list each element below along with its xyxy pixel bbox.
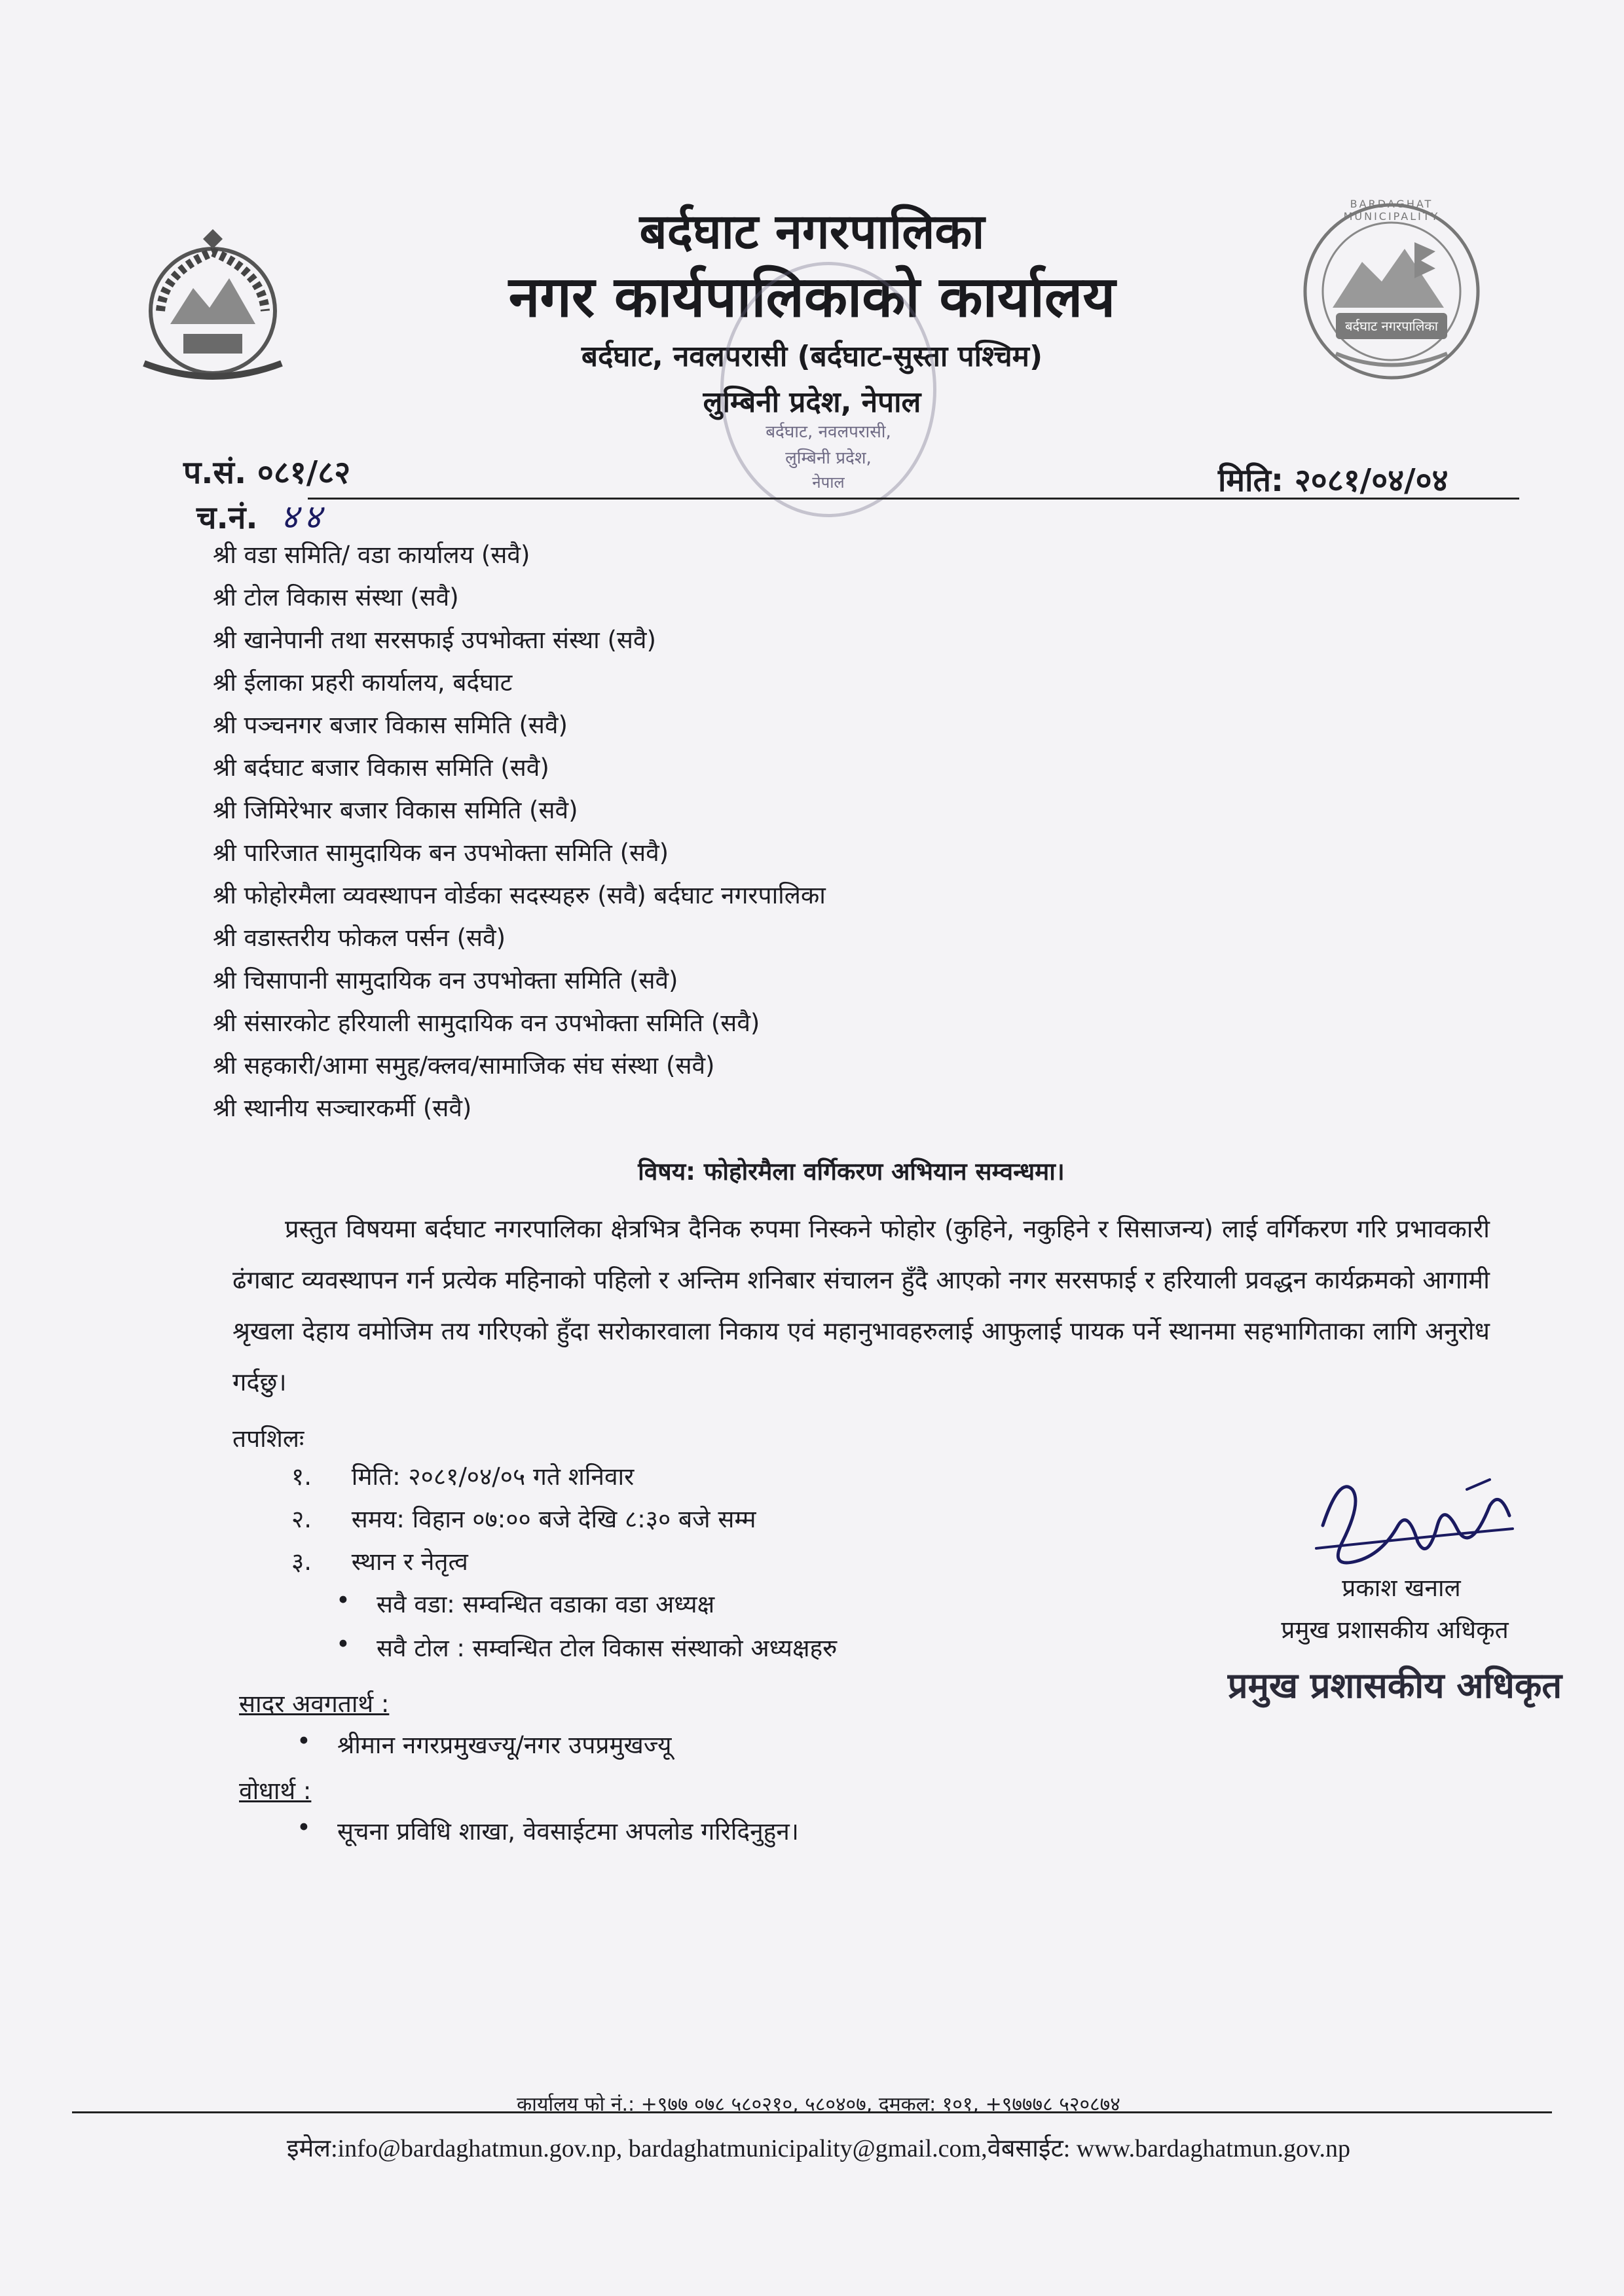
signatory-name: प्रकाश खनाल — [1342, 1574, 1461, 1602]
municipality-logo-ring-text: BARDAGHAT MUNICIPALITY — [1343, 198, 1440, 223]
municipality-logo-banner-text: बर्दघाट नगरपालिका — [1345, 318, 1438, 334]
reference-number: प.सं. ०८१/८२ — [183, 454, 351, 491]
info-item: • सूचना प्रविधि शाखा, वेवसाईटमा अपलोड गरिदिनुहुन। — [337, 1813, 799, 1847]
recipient-item: श्री खानेपानी तथा सरसफाई उपभोक्ता संस्था (सवै) — [213, 626, 656, 654]
office-name: नगर कार्यपालिकाको कार्यालय — [508, 264, 1116, 330]
schedule-sub-item: • सवै टोल : सम्वन्धित टोल विकास संस्थाको अध्यक्षहरु — [377, 1630, 837, 1664]
schedule-item-text: स्थान र नेतृत्व — [351, 1548, 468, 1576]
recipient-item: श्री चिसापानी सामुदायिक वन उपभोक्ता समिति (सवै) — [213, 966, 678, 994]
recipient-item: श्री ईलाका प्रहरी कार्यालय, बर्दघाट — [213, 668, 513, 697]
recipient-item: श्री सहकारी/आमा समुह/क्लव/सामाजिक संघ संस्था (सवै) — [213, 1051, 715, 1080]
cc-item: • श्रीमान नगरप्रमुखज्यू/नगर उपप्रमुखज्यू — [337, 1727, 671, 1760]
signatory-stamp: प्रमुख प्रशासकीय अधिकृत — [1227, 1665, 1562, 1706]
letter-subject: विषय: फोहोरमैला वर्गिकरण अभियान सम्वन्धमा। — [638, 1157, 1065, 1186]
office-stamp — [720, 262, 936, 517]
cc-heading: सादर अवगतार्थ : — [239, 1690, 390, 1718]
nepal-emblem-logo — [124, 226, 301, 390]
schedule-item-number: १. — [291, 1463, 312, 1491]
schedule-item — [291, 1459, 634, 1492]
letter-date: मिति: २०८१/०४/०४ — [1218, 462, 1449, 499]
schedule-item-text: मिति: २०८१/०४/०५ गते शनिवार — [351, 1463, 635, 1491]
recipient-item: श्री टोल विकास संस्था (सवै) — [213, 583, 459, 611]
recipient-item: श्री जिमिरेभार बजार विकास समिति (सवै) — [213, 796, 578, 824]
footer-phones: कार्यालय फो नं.: +९७७ ०७८ ५८०२१०, ५८०४०७, दमकल: १०१, +९७७७८ ५२०८७४ — [517, 2093, 1120, 2116]
recipient-item: श्री पञ्चनगर बजार विकास समिति (सवै) — [213, 711, 568, 739]
recipient-item: श्री संसारकोट हरियाली सामुदायिक वन उपभोक्ता समिति (सवै) — [213, 1009, 760, 1037]
signatory-title: प्रमुख प्रशासकीय अधिकृत — [1281, 1616, 1509, 1644]
header-divider — [308, 498, 1519, 500]
recipient-item: श्री फोहोरमैला व्यवस्थापन वोर्डका सदस्यहरु (सवै) बर्दघाट नगरपालिका — [213, 881, 826, 909]
province-name: लुम्बिनी प्रदेश, नेपाल — [703, 386, 921, 419]
handwritten-signature — [1303, 1463, 1526, 1584]
dispatch-number — [196, 492, 327, 539]
dispatch-handwritten-number: ४४ — [280, 498, 327, 537]
schedule-item-text: समय: विहान ०७:०० बजे देखि ८:३० बजे सम्म — [351, 1505, 756, 1533]
stamp-line-2: लुम्बिनी प्रदेश, — [785, 448, 872, 468]
municipality-name: बर्दघाट नगरपालिका — [639, 204, 985, 260]
info-heading: वोधार्थ : — [239, 1777, 312, 1805]
recipient-item: श्री पारिजात सामुदायिक बन उपभोक्ता समिति (सवै) — [213, 839, 669, 867]
recipient-item: श्री बर्दघाट बजार विकास समिति (सवै) — [213, 754, 549, 782]
recipient-item: श्री स्थानीय सञ्चारकर्मी (सवै) — [213, 1094, 472, 1122]
dispatch-label: च.नं. — [196, 500, 258, 536]
stamp-line-1: बर्दघाट, नवलपरासी, — [766, 422, 891, 442]
footer-contact: इमेल:info@bardaghatmun.gov.np, bardaghatmunicipality@gmail.com,वेबसाईट: www.bardaghatmun.gov.np — [286, 2135, 1351, 2162]
letter-body: प्रस्तुत विषयमा बर्दघाट नगरपालिका क्षेत्रभित्र दैनिक रुपमा निस्कने फोहोर (कुहिने, नकुहिने र सिसाजन्य) लाई वर्गिकरण गरि प्रभावकारी ढंगबाट व्यवस्थापन गर्न प्रत्येक महिनाको पहिलो र अन्तिम शनिबार संचालन हुँदै आएको नगर सरसफाई र हरियाली प्रवद्धन कार्यक्रमको आगामी श्रृखला देहाय वमोजिम तय गरिएको हुँदा सरोकारवाला निकाय एवं महानुभावहरुलाई आफुलाई पायक पर्ने स्थानमा सहभागिताका लागि अनुरोध गर्दछु। — [232, 1214, 1490, 1396]
stamp-line-3: नेपाल — [812, 473, 845, 492]
schedule-item-number: ३. — [291, 1548, 312, 1576]
recipient-item: श्री वडास्तरीय फोकल पर्सन (सवै) — [213, 924, 506, 952]
schedule-label: तपशिलः — [232, 1425, 304, 1453]
municipality-logo — [1283, 196, 1500, 386]
schedule-sub-item: • सवै वडा: सम्वन्धित वडाका वडा अध्यक्ष — [377, 1586, 714, 1620]
office-address: बर्दघाट, नवलपरासी (बर्दघाट-सुस्ता पश्चिम) — [581, 340, 1043, 373]
schedule-item — [291, 1501, 756, 1535]
schedule-item — [291, 1544, 468, 1577]
schedule-item-number: २. — [291, 1505, 312, 1533]
recipient-list — [213, 537, 1392, 1133]
recipient-item: श्री वडा समिति/ वडा कार्यालय (सवै) — [213, 541, 530, 569]
